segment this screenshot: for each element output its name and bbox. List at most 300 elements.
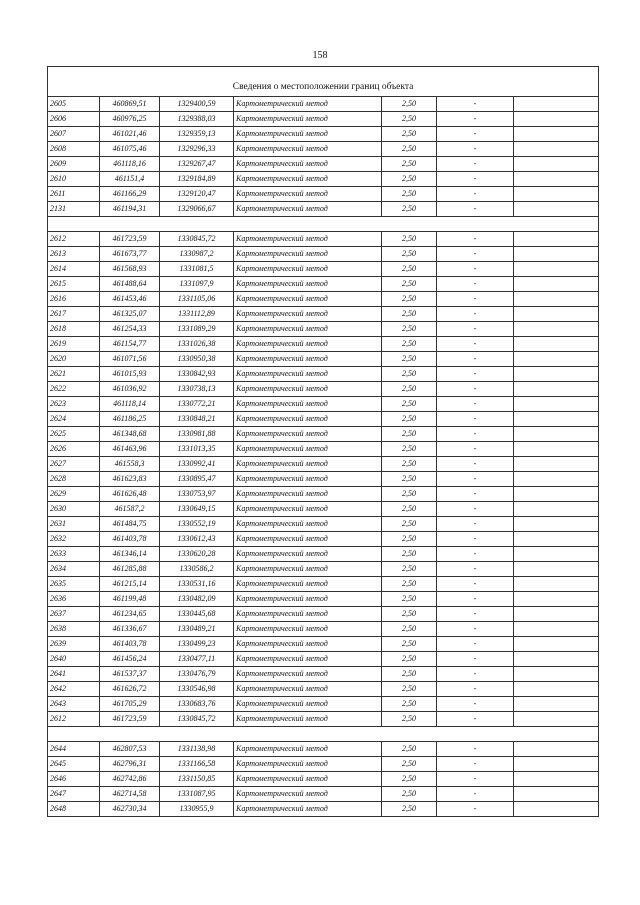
description-cell: - — [437, 247, 514, 262]
method-cell: Картометрический метод — [234, 187, 382, 202]
point-number-cell: 2608 — [48, 142, 100, 157]
point-number-cell: 2616 — [48, 292, 100, 307]
description-cell: - — [437, 502, 514, 517]
coordinate-x-cell: 461186,25 — [100, 412, 160, 427]
point-number-cell: 2611 — [48, 187, 100, 202]
precision-cell: 2,50 — [382, 382, 437, 397]
coordinate-x-cell: 462796,31 — [100, 757, 160, 772]
empty-cell — [514, 802, 599, 817]
method-cell: Картометрический метод — [234, 232, 382, 247]
empty-cell — [514, 292, 599, 307]
description-cell: - — [437, 682, 514, 697]
coordinate-x-cell: 461705,29 — [100, 697, 160, 712]
description-cell: - — [437, 712, 514, 727]
method-cell: Картометрический метод — [234, 517, 382, 532]
point-number-cell: 2640 — [48, 652, 100, 667]
coordinate-x-cell: 461151,4 — [100, 172, 160, 187]
coordinate-x-cell: 461118,14 — [100, 397, 160, 412]
coordinate-x-cell: 461215,14 — [100, 577, 160, 592]
table-row — [48, 517, 599, 532]
table-row — [48, 352, 599, 367]
precision-cell: 2,50 — [382, 697, 437, 712]
coordinate-y-cell: 1330842,93 — [160, 367, 234, 382]
point-number-cell: 2623 — [48, 397, 100, 412]
precision-cell: 2,50 — [382, 202, 437, 217]
method-cell: Картометрический метод — [234, 427, 382, 442]
coordinate-y-cell: 1330482,09 — [160, 592, 234, 607]
empty-cell — [514, 577, 599, 592]
separator-cell — [48, 727, 599, 742]
description-cell: - — [437, 667, 514, 682]
empty-cell — [514, 277, 599, 292]
precision-cell: 2,50 — [382, 187, 437, 202]
coordinate-x-cell: 461285,88 — [100, 562, 160, 577]
table-row — [48, 682, 599, 697]
point-number-cell: 2609 — [48, 157, 100, 172]
empty-cell — [514, 322, 599, 337]
description-cell: - — [437, 757, 514, 772]
coordinate-x-cell: 462714,58 — [100, 787, 160, 802]
point-number-cell: 2613 — [48, 247, 100, 262]
description-cell: - — [437, 607, 514, 622]
coordinate-y-cell: 1330531,16 — [160, 577, 234, 592]
description-cell: - — [437, 97, 514, 112]
point-number-cell: 2624 — [48, 412, 100, 427]
coordinate-y-cell: 1330950,38 — [160, 352, 234, 367]
description-cell: - — [437, 742, 514, 757]
method-cell: Картометрический метод — [234, 322, 382, 337]
coordinate-y-cell: 1330987,2 — [160, 247, 234, 262]
coordinate-x-cell: 461325,07 — [100, 307, 160, 322]
precision-cell: 2,50 — [382, 517, 437, 532]
method-cell: Картометрический метод — [234, 247, 382, 262]
precision-cell: 2,50 — [382, 502, 437, 517]
coordinate-x-cell: 461346,14 — [100, 547, 160, 562]
table-row — [48, 397, 599, 412]
empty-cell — [514, 787, 599, 802]
precision-cell: 2,50 — [382, 667, 437, 682]
table-row — [48, 472, 599, 487]
empty-cell — [514, 307, 599, 322]
method-cell: Картометрический метод — [234, 112, 382, 127]
coordinate-y-cell: 1330738,13 — [160, 382, 234, 397]
point-number-cell: 2620 — [48, 352, 100, 367]
coordinate-x-cell: 460869,51 — [100, 97, 160, 112]
point-number-cell: 2610 — [48, 172, 100, 187]
precision-cell: 2,50 — [382, 292, 437, 307]
description-cell: - — [437, 427, 514, 442]
method-cell: Картометрический метод — [234, 742, 382, 757]
method-cell: Картометрический метод — [234, 457, 382, 472]
table-row — [48, 502, 599, 517]
coordinate-x-cell: 461199,48 — [100, 592, 160, 607]
empty-cell — [514, 502, 599, 517]
coordinate-y-cell: 1330476,79 — [160, 667, 234, 682]
empty-cell — [514, 112, 599, 127]
coordinate-x-cell: 461234,65 — [100, 607, 160, 622]
point-number-cell: 2635 — [48, 577, 100, 592]
precision-cell: 2,50 — [382, 427, 437, 442]
coordinate-x-cell: 461488,64 — [100, 277, 160, 292]
empty-cell — [514, 397, 599, 412]
table-row — [48, 802, 599, 817]
coordinate-x-cell: 461626,72 — [100, 682, 160, 697]
precision-cell: 2,50 — [382, 112, 437, 127]
coordinate-y-cell: 1331097,9 — [160, 277, 234, 292]
description-cell: - — [437, 637, 514, 652]
description-cell: - — [437, 172, 514, 187]
method-cell: Картометрический метод — [234, 697, 382, 712]
coordinate-x-cell: 461154,77 — [100, 337, 160, 352]
coordinate-x-cell: 461348,68 — [100, 427, 160, 442]
coordinate-x-cell: 461075,46 — [100, 142, 160, 157]
empty-cell — [514, 412, 599, 427]
table-row — [48, 487, 599, 502]
table-row — [48, 382, 599, 397]
coordinate-y-cell: 1330552,19 — [160, 517, 234, 532]
coordinate-x-cell: 462807,53 — [100, 742, 160, 757]
empty-cell — [514, 667, 599, 682]
method-cell: Картометрический метод — [234, 502, 382, 517]
point-number-cell: 2637 — [48, 607, 100, 622]
description-cell: - — [437, 202, 514, 217]
boundary-coordinates-table — [47, 66, 599, 817]
precision-cell: 2,50 — [382, 127, 437, 142]
coordinate-y-cell: 1330499,23 — [160, 637, 234, 652]
method-cell: Картометрический метод — [234, 487, 382, 502]
description-cell: - — [437, 787, 514, 802]
table-row — [48, 757, 599, 772]
coordinate-x-cell: 461623,83 — [100, 472, 160, 487]
point-number-cell: 2612 — [48, 712, 100, 727]
description-cell: - — [437, 367, 514, 382]
empty-cell — [514, 607, 599, 622]
coordinate-y-cell: 1330981,88 — [160, 427, 234, 442]
coordinate-x-cell: 461403,78 — [100, 637, 160, 652]
point-number-cell: 2630 — [48, 502, 100, 517]
coordinate-x-cell: 461166,29 — [100, 187, 160, 202]
empty-cell — [514, 757, 599, 772]
description-cell: - — [437, 337, 514, 352]
description-cell: - — [437, 457, 514, 472]
table-row — [48, 562, 599, 577]
coordinate-y-cell: 1330848,21 — [160, 412, 234, 427]
method-cell: Картометрический метод — [234, 592, 382, 607]
method-cell: Картометрический метод — [234, 382, 382, 397]
coordinate-y-cell: 1329400,59 — [160, 97, 234, 112]
coordinate-x-cell: 461021,46 — [100, 127, 160, 142]
description-cell: - — [437, 232, 514, 247]
coordinate-x-cell: 461537,37 — [100, 667, 160, 682]
description-cell: - — [437, 562, 514, 577]
coordinate-y-cell: 1330586,2 — [160, 562, 234, 577]
point-number-cell: 2626 — [48, 442, 100, 457]
precision-cell: 2,50 — [382, 712, 437, 727]
description-cell: - — [437, 187, 514, 202]
coordinate-x-cell: 461723,59 — [100, 712, 160, 727]
point-number-cell: 2605 — [48, 97, 100, 112]
empty-cell — [514, 517, 599, 532]
point-number-cell: 2642 — [48, 682, 100, 697]
point-number-cell: 2606 — [48, 112, 100, 127]
method-cell: Картометрический метод — [234, 637, 382, 652]
description-cell: - — [437, 412, 514, 427]
empty-cell — [514, 532, 599, 547]
precision-cell: 2,50 — [382, 457, 437, 472]
coordinate-y-cell: 1330477,11 — [160, 652, 234, 667]
empty-cell — [514, 97, 599, 112]
description-cell: - — [437, 442, 514, 457]
point-number-cell: 2643 — [48, 697, 100, 712]
precision-cell: 2,50 — [382, 277, 437, 292]
precision-cell: 2,50 — [382, 232, 437, 247]
description-cell: - — [437, 142, 514, 157]
coordinate-x-cell: 461403,78 — [100, 532, 160, 547]
table-row — [48, 337, 599, 352]
method-cell: Картометрический метод — [234, 802, 382, 817]
empty-cell — [514, 652, 599, 667]
description-cell: - — [437, 772, 514, 787]
precision-cell: 2,50 — [382, 742, 437, 757]
coordinate-x-cell: 462742,86 — [100, 772, 160, 787]
method-cell: Картометрический метод — [234, 97, 382, 112]
table-row — [48, 532, 599, 547]
table-row — [48, 262, 599, 277]
point-number-cell: 2625 — [48, 427, 100, 442]
method-cell: Картометрический метод — [234, 292, 382, 307]
precision-cell: 2,50 — [382, 577, 437, 592]
method-cell: Картометрический метод — [234, 577, 382, 592]
point-number-cell: 2628 — [48, 472, 100, 487]
table-row — [48, 427, 599, 442]
empty-cell — [514, 352, 599, 367]
precision-cell: 2,50 — [382, 322, 437, 337]
method-cell: Картометрический метод — [234, 532, 382, 547]
point-number-cell: 2612 — [48, 232, 100, 247]
empty-cell — [514, 382, 599, 397]
coordinate-y-cell: 1331150,85 — [160, 772, 234, 787]
description-cell: - — [437, 397, 514, 412]
empty-cell — [514, 262, 599, 277]
table-row — [48, 142, 599, 157]
coordinate-y-cell: 1330445,68 — [160, 607, 234, 622]
point-number-cell: 2629 — [48, 487, 100, 502]
description-cell: - — [437, 697, 514, 712]
precision-cell: 2,50 — [382, 247, 437, 262]
table-row — [48, 742, 599, 757]
description-cell: - — [437, 157, 514, 172]
empty-cell — [514, 202, 599, 217]
point-number-cell: 2633 — [48, 547, 100, 562]
precision-cell: 2,50 — [382, 532, 437, 547]
table-row — [48, 547, 599, 562]
description-cell: - — [437, 262, 514, 277]
description-cell: - — [437, 517, 514, 532]
method-cell: Картометрический метод — [234, 202, 382, 217]
precision-cell: 2,50 — [382, 562, 437, 577]
precision-cell: 2,50 — [382, 142, 437, 157]
empty-cell — [514, 592, 599, 607]
point-number-cell: 2636 — [48, 592, 100, 607]
precision-cell: 2,50 — [382, 802, 437, 817]
empty-cell — [514, 232, 599, 247]
coordinate-y-cell: 1329267,47 — [160, 157, 234, 172]
description-cell: - — [437, 112, 514, 127]
coordinate-y-cell: 1331105,06 — [160, 292, 234, 307]
coordinate-y-cell: 1331138,98 — [160, 742, 234, 757]
coordinate-y-cell: 1330489,21 — [160, 622, 234, 637]
description-cell: - — [437, 352, 514, 367]
empty-cell — [514, 682, 599, 697]
empty-cell — [514, 457, 599, 472]
description-cell: - — [437, 622, 514, 637]
table-row — [48, 577, 599, 592]
precision-cell: 2,50 — [382, 352, 437, 367]
empty-cell — [514, 562, 599, 577]
table-row — [48, 127, 599, 142]
empty-cell — [514, 157, 599, 172]
table-row — [48, 367, 599, 382]
table-row — [48, 97, 599, 112]
coordinate-y-cell: 1329388,03 — [160, 112, 234, 127]
method-cell: Картометрический метод — [234, 172, 382, 187]
coordinate-y-cell: 1330992,41 — [160, 457, 234, 472]
method-cell: Картометрический метод — [234, 562, 382, 577]
point-number-cell: 2618 — [48, 322, 100, 337]
point-number-cell: 2621 — [48, 367, 100, 382]
empty-cell — [514, 772, 599, 787]
description-cell: - — [437, 292, 514, 307]
empty-cell — [514, 637, 599, 652]
precision-cell: 2,50 — [382, 787, 437, 802]
coordinate-x-cell: 461484,75 — [100, 517, 160, 532]
table-row — [48, 772, 599, 787]
table-row — [48, 247, 599, 262]
description-cell: - — [437, 127, 514, 142]
description-cell: - — [437, 547, 514, 562]
method-cell: Картометрический метод — [234, 442, 382, 457]
precision-cell: 2,50 — [382, 367, 437, 382]
coordinate-y-cell: 1330772,21 — [160, 397, 234, 412]
table-row — [48, 667, 599, 682]
coordinate-x-cell: 461118,16 — [100, 157, 160, 172]
point-number-cell: 2638 — [48, 622, 100, 637]
point-number-cell: 2607 — [48, 127, 100, 142]
precision-cell: 2,50 — [382, 487, 437, 502]
coordinate-x-cell: 461194,31 — [100, 202, 160, 217]
method-cell: Картометрический метод — [234, 307, 382, 322]
precision-cell: 2,50 — [382, 607, 437, 622]
method-cell: Картометрический метод — [234, 607, 382, 622]
coordinate-x-cell: 462730,34 — [100, 802, 160, 817]
point-number-cell: 2641 — [48, 667, 100, 682]
coordinate-x-cell: 461453,46 — [100, 292, 160, 307]
point-number-cell: 2622 — [48, 382, 100, 397]
precision-cell: 2,50 — [382, 622, 437, 637]
table-row — [48, 322, 599, 337]
coordinate-y-cell: 1331013,35 — [160, 442, 234, 457]
description-cell: - — [437, 472, 514, 487]
group-separator-row — [48, 727, 599, 742]
table-row — [48, 637, 599, 652]
precision-cell: 2,50 — [382, 472, 437, 487]
point-number-cell: 2646 — [48, 772, 100, 787]
coordinate-y-cell: 1329184,89 — [160, 172, 234, 187]
method-cell: Картометрический метод — [234, 142, 382, 157]
empty-cell — [514, 172, 599, 187]
coordinate-y-cell: 1330845,72 — [160, 232, 234, 247]
precision-cell: 2,50 — [382, 547, 437, 562]
method-cell: Картометрический метод — [234, 622, 382, 637]
method-cell: Картометрический метод — [234, 367, 382, 382]
method-cell: Картометрический метод — [234, 757, 382, 772]
coordinate-y-cell: 1330620,28 — [160, 547, 234, 562]
coordinate-x-cell: 461071,56 — [100, 352, 160, 367]
coordinate-x-cell: 461723,59 — [100, 232, 160, 247]
coordinate-y-cell: 1329066,67 — [160, 202, 234, 217]
method-cell: Картометрический метод — [234, 157, 382, 172]
table-row — [48, 232, 599, 247]
table-row — [48, 607, 599, 622]
precision-cell: 2,50 — [382, 757, 437, 772]
table-row — [48, 442, 599, 457]
precision-cell: 2,50 — [382, 337, 437, 352]
coordinate-y-cell: 1331026,38 — [160, 337, 234, 352]
point-number-cell: 2632 — [48, 532, 100, 547]
method-cell: Картометрический метод — [234, 712, 382, 727]
separator-cell — [48, 217, 599, 232]
method-cell: Картометрический метод — [234, 652, 382, 667]
description-cell: - — [437, 532, 514, 547]
method-cell: Картометрический метод — [234, 127, 382, 142]
empty-cell — [514, 442, 599, 457]
method-cell: Картометрический метод — [234, 412, 382, 427]
description-cell: - — [437, 577, 514, 592]
table-row — [48, 787, 599, 802]
coordinate-x-cell: 461336,67 — [100, 622, 160, 637]
coordinate-y-cell: 1329296,33 — [160, 142, 234, 157]
coordinate-x-cell: 461558,3 — [100, 457, 160, 472]
empty-cell — [514, 622, 599, 637]
precision-cell: 2,50 — [382, 772, 437, 787]
point-number-cell: 2615 — [48, 277, 100, 292]
coordinate-x-cell: 461568,93 — [100, 262, 160, 277]
table-row — [48, 622, 599, 637]
method-cell: Картометрический метод — [234, 277, 382, 292]
point-number-cell: 2614 — [48, 262, 100, 277]
method-cell: Картометрический метод — [234, 472, 382, 487]
coordinate-x-cell: 461015,93 — [100, 367, 160, 382]
coordinate-y-cell: 1331081,5 — [160, 262, 234, 277]
method-cell: Картометрический метод — [234, 772, 382, 787]
empty-cell — [514, 427, 599, 442]
point-number-cell: 2647 — [48, 787, 100, 802]
table-row — [48, 112, 599, 127]
point-number-cell: 2645 — [48, 757, 100, 772]
table-row — [48, 157, 599, 172]
method-cell: Картометрический метод — [234, 397, 382, 412]
description-cell: - — [437, 802, 514, 817]
table-row — [48, 277, 599, 292]
point-number-cell: 2617 — [48, 307, 100, 322]
empty-cell — [514, 187, 599, 202]
table-row — [48, 652, 599, 667]
empty-cell — [514, 247, 599, 262]
point-number-cell: 2627 — [48, 457, 100, 472]
description-cell: - — [437, 592, 514, 607]
table-row — [48, 712, 599, 727]
method-cell: Картометрический метод — [234, 787, 382, 802]
